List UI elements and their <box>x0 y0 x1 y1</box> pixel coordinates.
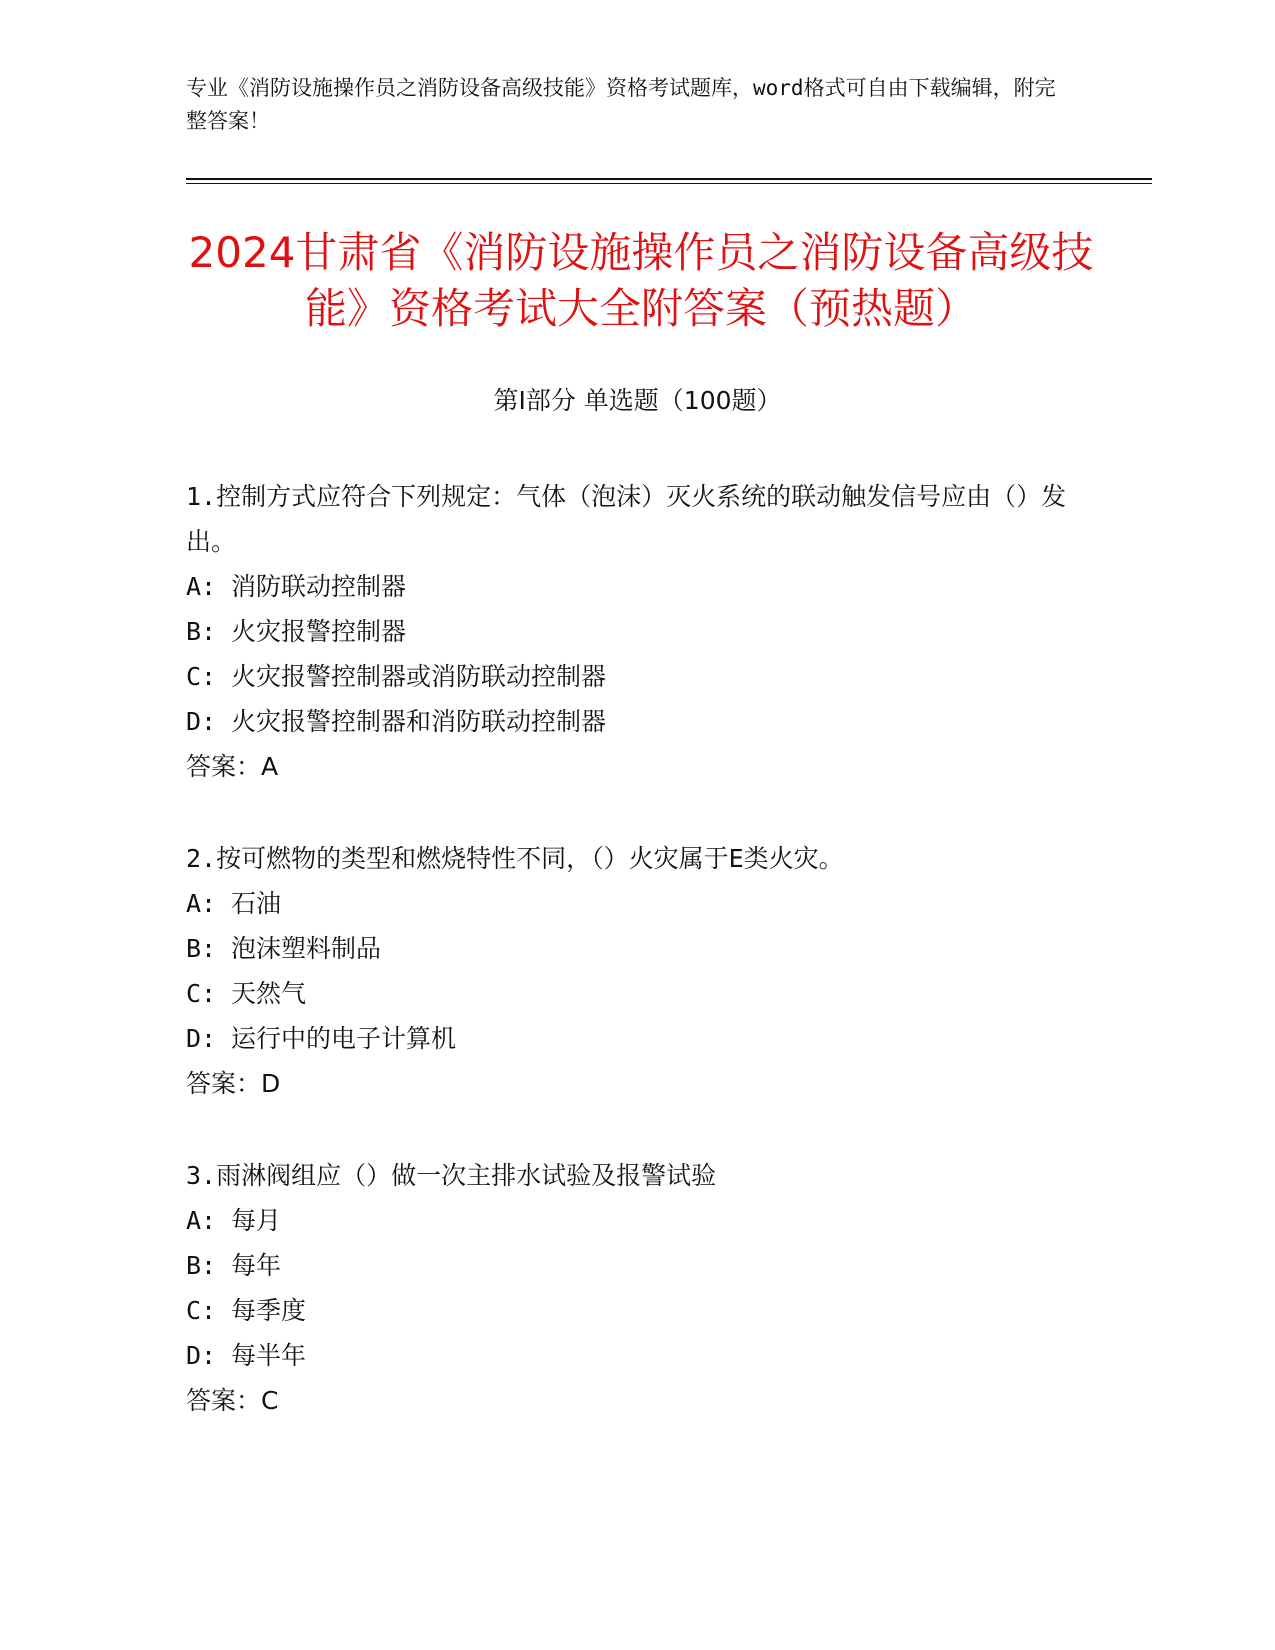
option-text: 每月 <box>231 1206 282 1235</box>
answer-line: 答案：D <box>186 1069 281 1098</box>
option-c <box>186 1288 1086 1333</box>
option-text: 泡沫塑料制品 <box>231 934 382 963</box>
option-text: 每半年 <box>231 1341 307 1370</box>
question-2 <box>186 836 1086 1106</box>
option-b <box>186 926 1086 971</box>
header-note: 专业《消防设施操作员之消防设备高级技能》资格考试题库，word格式可自由下载编辑，附完整答案！ <box>186 76 1056 133</box>
option-text: 火灾报警控制器和消防联动控制器 <box>231 707 607 736</box>
option-text: 消防联动控制器 <box>231 572 407 601</box>
option-a <box>186 564 1086 609</box>
answer-line: 答案：A <box>186 752 279 781</box>
question-stem: 3.雨淋阀组应（）做一次主排水试验及报警试验 <box>186 1161 717 1190</box>
option-text: 天然气 <box>231 979 307 1008</box>
option-text: 每季度 <box>231 1296 307 1325</box>
question-stem: 2.按可燃物的类型和燃烧特性不同，（）火灾属于E类火灾。 <box>186 844 844 873</box>
option-d <box>186 1333 1086 1378</box>
option-a <box>186 881 1086 926</box>
option-key: C: <box>186 1296 217 1325</box>
option-a <box>186 1198 1086 1243</box>
question-3 <box>186 1153 1086 1423</box>
option-text: 火灾报警控制器或消防联动控制器 <box>231 662 607 691</box>
option-c <box>186 971 1086 1016</box>
option-d <box>186 699 1086 744</box>
option-key: B: <box>186 934 217 963</box>
divider-thin-line <box>186 183 1152 184</box>
option-key: C: <box>186 979 217 1008</box>
question-1 <box>186 474 1086 789</box>
option-key: B: <box>186 617 217 646</box>
option-key: A: <box>186 1206 217 1235</box>
option-text: 每年 <box>231 1251 282 1280</box>
option-d <box>186 1016 1086 1061</box>
option-key: C: <box>186 662 217 691</box>
option-b <box>186 1243 1086 1288</box>
option-c <box>186 654 1086 699</box>
option-text: 石油 <box>231 889 282 918</box>
header-divider <box>186 178 1152 184</box>
question-stem: 1.控制方式应符合下列规定：气体（泡沫）灭火系统的联动触发信号应由（）发出。 <box>186 482 1067 556</box>
option-key: A: <box>186 572 217 601</box>
option-b <box>186 609 1086 654</box>
section-title: 第Ⅰ部分 单选题（100题） <box>493 386 782 415</box>
option-key: D: <box>186 707 217 736</box>
option-text: 运行中的电子计算机 <box>231 1024 457 1053</box>
answer-line: 答案：C <box>186 1386 279 1415</box>
option-key: B: <box>186 1251 217 1280</box>
question-list <box>186 474 1086 1470</box>
divider-thick-line <box>186 178 1152 180</box>
option-key: A: <box>186 889 217 918</box>
document-title: 2024甘肃省《消防设施操作员之消防设备高级技能》资格考试大全附答案（预热题） <box>188 228 1094 333</box>
option-key: D: <box>186 1341 217 1370</box>
option-key: D: <box>186 1024 217 1053</box>
option-text: 火灾报警控制器 <box>231 617 407 646</box>
